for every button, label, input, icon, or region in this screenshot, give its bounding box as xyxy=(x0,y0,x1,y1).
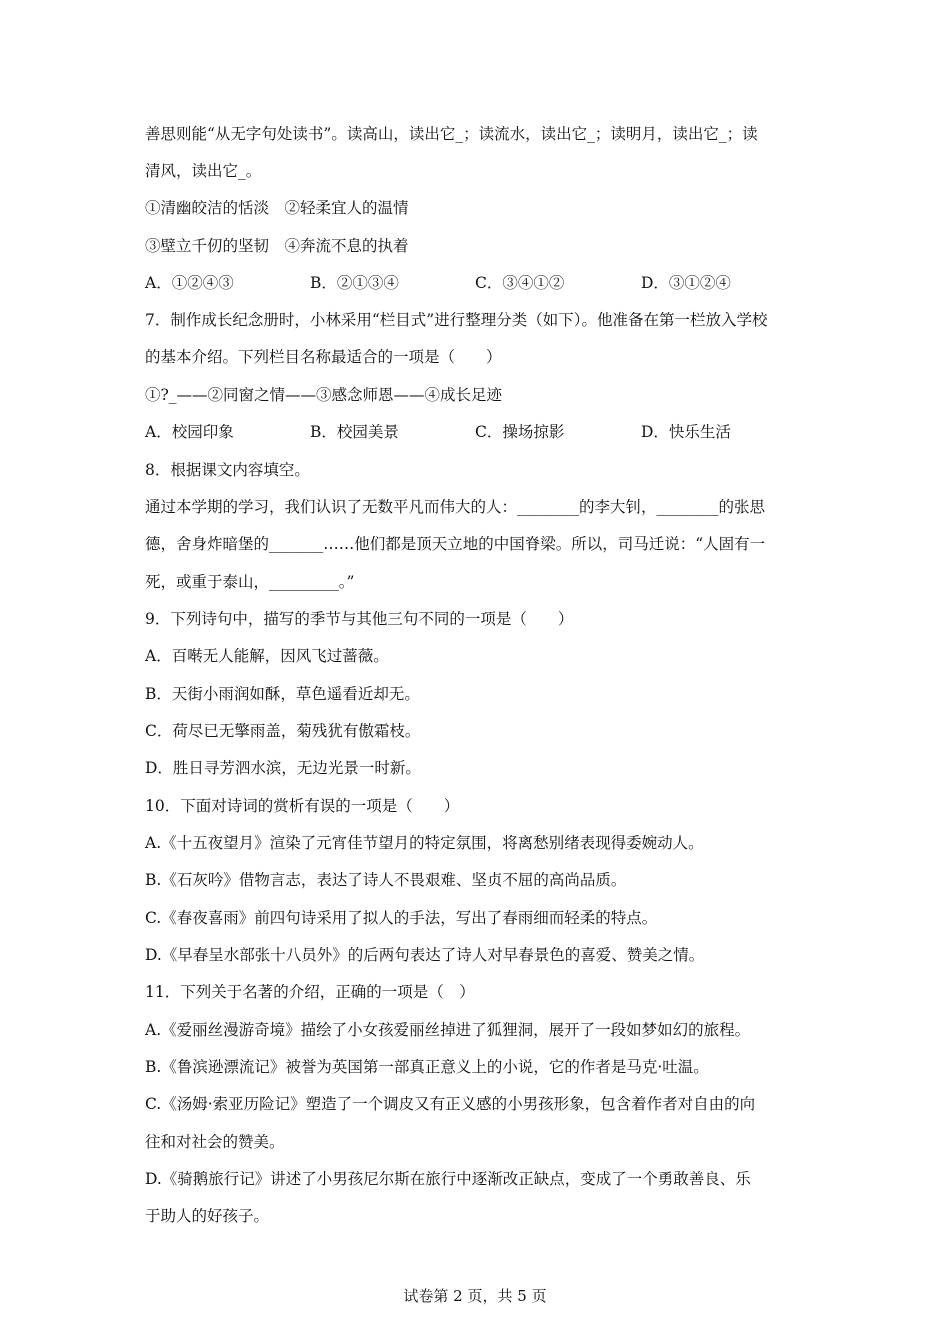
q9-option-b: B．天街小雨润如酥，草色遥看近却无。 xyxy=(145,685,420,703)
q11-option-d-line1: D.《骑鹅旅行记》讲述了小男孩尼尔斯在旅行中逐渐改正缺点，变成了一个勇敢善良、乐 xyxy=(145,1170,751,1188)
q10-option-a: A.《十五夜望月》渲染了元宵佳节望月的特定氛围，将离愁别绪表现得委婉动人。 xyxy=(145,834,704,852)
q10-option-c: C.《春夜喜雨》前四句诗采用了拟人的手法，写出了春雨细而轻柔的特点。 xyxy=(145,909,658,927)
q7-stem-line2: 的基本介绍。下列栏目名称最适合的一项是（ ） xyxy=(145,348,502,366)
q11-option-d-line2: 于助人的好孩子。 xyxy=(145,1207,270,1225)
q8-body-line1: 通过本学期的学习，我们认识了无数平凡而伟大的人：________的李大钊，________的张思 xyxy=(145,498,766,516)
q6-items-line1: ①清幽皎洁的恬淡 ②轻柔宜人的温情 xyxy=(145,199,409,217)
q6-option-b: B．②①③④ xyxy=(310,274,399,292)
q7-option-a: A．校园印象 xyxy=(145,423,234,441)
q9-title: 9．下列诗句中，描写的季节与其他三句不同的一项是（ ） xyxy=(145,610,574,628)
q7-option-d: D．快乐生活 xyxy=(641,423,731,441)
q6-option-d: D．③①②④ xyxy=(641,274,731,292)
q11-option-b: B.《鲁滨逊漂流记》被誉为英国第一部真正意义上的小说，它的作者是马克·吐温。 xyxy=(145,1058,709,1076)
q10-option-b: B.《石灰吟》借物言志，表达了诗人不畏艰难、坚贞不屈的高尚品质。 xyxy=(145,871,627,889)
q8-body-line2: 德，舍身炸暗堡的_______……他们都是顶天立地的中国脊梁。所以，司马迁说：“人固有一 xyxy=(145,535,766,553)
q8-body-line3: 死，或重于泰山，_________。” xyxy=(145,573,355,591)
q11-option-c-line2: 往和对社会的赞美。 xyxy=(145,1133,285,1151)
page-footer: 试卷第 2 页，共 5 页 xyxy=(403,1287,547,1305)
q6-option-c: C．③④①② xyxy=(475,274,565,292)
q7-stem-line1: 7．制作成长纪念册时，小林采用“栏目式”进行整理分类（如下）。他准备在第一栏放入学校 xyxy=(145,311,768,329)
q10-title: 10．下面对诗词的赏析有误的一项是（ ） xyxy=(145,797,460,815)
q8-title: 8．根据课文内容填空。 xyxy=(145,461,310,479)
q7-column-chain: ①?_——②同窗之情——③感念师恩——④成长足迹 xyxy=(145,386,503,404)
q9-option-d: D．胜日寻芳泗水滨，无边光景一时新。 xyxy=(145,759,421,777)
q11-option-a: A.《爱丽丝漫游奇境》描绘了小女孩爱丽丝掉进了狐狸洞，展开了一段如梦如幻的旅程。 xyxy=(145,1021,751,1039)
q10-option-d: D.《早春呈水部张十八员外》的后两句表达了诗人对早春景色的喜爱、赞美之情。 xyxy=(145,946,705,964)
q7-option-b: B．校园美景 xyxy=(310,423,399,441)
q6-items-line2: ③壁立千仞的坚韧 ④奔流不息的执着 xyxy=(145,237,409,255)
q6-stem-line1: 善思则能“从无字句处读书”。读高山，读出它_；读流水，读出它_；读明月，读出它_；读 xyxy=(145,125,758,143)
q9-option-a: A．百啭无人能解，因风飞过蔷薇。 xyxy=(145,647,389,665)
q9-option-c: C．荷尽已无擎雨盖，菊残犹有傲霜枝。 xyxy=(145,722,421,740)
q7-option-c: C．操场掠影 xyxy=(475,423,565,441)
q6-option-a: A．①②④③ xyxy=(145,274,234,292)
q6-stem-line2: 清风，读出它_。 xyxy=(145,162,262,180)
q11-option-c-line1: C.《汤姆·索亚历险记》塑造了一个调皮又有正义感的小男孩形象，包含着作者对自由的向 xyxy=(145,1095,756,1113)
q11-title: 11．下列关于名著的介绍，正确的一项是（ ） xyxy=(145,983,475,1001)
